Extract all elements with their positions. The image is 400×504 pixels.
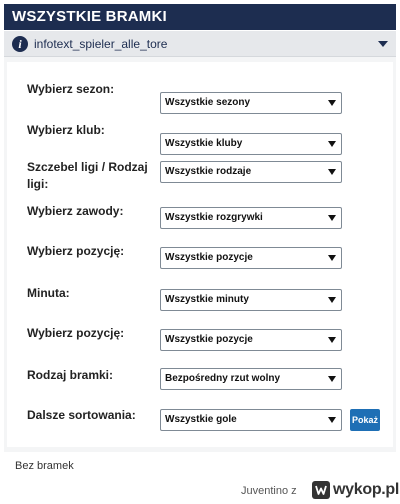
filter-label: Wybierz zawody: <box>27 204 124 218</box>
filter-panel <box>4 57 396 452</box>
select-value: Wszystkie gole <box>165 414 237 425</box>
filter-label: Rodzaj bramki: <box>27 368 114 382</box>
show-button[interactable]: Pokaż <box>350 409 380 431</box>
filter-label: Szczebel ligi / Rodzaj ligi: <box>27 160 148 191</box>
info-toggle-bar[interactable] <box>4 31 396 57</box>
league-level-select[interactable] <box>160 161 342 183</box>
footer-username: Juventino <box>241 485 289 497</box>
competition-select[interactable] <box>160 207 342 229</box>
filter-label: Wybierz pozycję: <box>27 326 125 340</box>
site-logo <box>312 480 400 500</box>
select-value: Wszystkie pozycje <box>165 334 253 345</box>
select-value: Wszystkie pozycje <box>165 252 253 263</box>
position-select[interactable] <box>160 247 342 269</box>
dropdown-arrow-icon <box>328 297 336 303</box>
club-select[interactable] <box>160 133 342 155</box>
dropdown-arrow-icon <box>328 417 336 423</box>
wykop-icon <box>312 481 330 499</box>
dropdown-arrow-icon <box>328 255 336 261</box>
select-value: Wszystkie minuty <box>165 294 249 305</box>
filter-label: Wybierz pozycję: <box>27 244 125 258</box>
dropdown-arrow-icon <box>328 337 336 343</box>
footer-credit <box>241 485 297 497</box>
select-value: Wszystkie rozgrywki <box>165 212 263 223</box>
select-value: Bezpośredny rzut wolny <box>165 373 281 384</box>
dropdown-arrow-icon <box>328 141 336 147</box>
filter-label: Dalsze sortowania: <box>27 408 136 422</box>
position-select-2[interactable] <box>160 329 342 351</box>
minute-select[interactable] <box>160 289 342 311</box>
filter-label: Wybierz klub: <box>27 123 105 137</box>
filter-label: Minuta: <box>27 286 70 300</box>
site-name: wykop.pl <box>333 481 400 498</box>
select-value: Wszystkie kluby <box>165 138 243 149</box>
season-select[interactable] <box>160 92 342 114</box>
dropdown-arrow-icon <box>328 100 336 106</box>
info-icon: i <box>12 36 28 52</box>
dropdown-arrow-icon <box>328 376 336 382</box>
select-value: Wszystkie rodzaje <box>165 166 252 177</box>
info-text: infotext_spieler_alle_tore <box>34 37 168 51</box>
footer-separator: z <box>291 485 297 497</box>
dropdown-arrow-icon <box>328 215 336 221</box>
sorting-select[interactable] <box>160 409 342 431</box>
goal-type-select[interactable] <box>160 368 342 390</box>
filter-label: Wybierz sezon: <box>27 82 115 96</box>
page-title: WSZYSTKIE BRAMKI <box>4 4 396 30</box>
select-value: Wszystkie sezony <box>165 97 251 108</box>
empty-results-text: Bez bramek <box>15 460 74 472</box>
dropdown-arrow-icon <box>328 169 336 175</box>
caret-down-icon[interactable] <box>378 41 388 47</box>
filter-form <box>7 62 393 447</box>
